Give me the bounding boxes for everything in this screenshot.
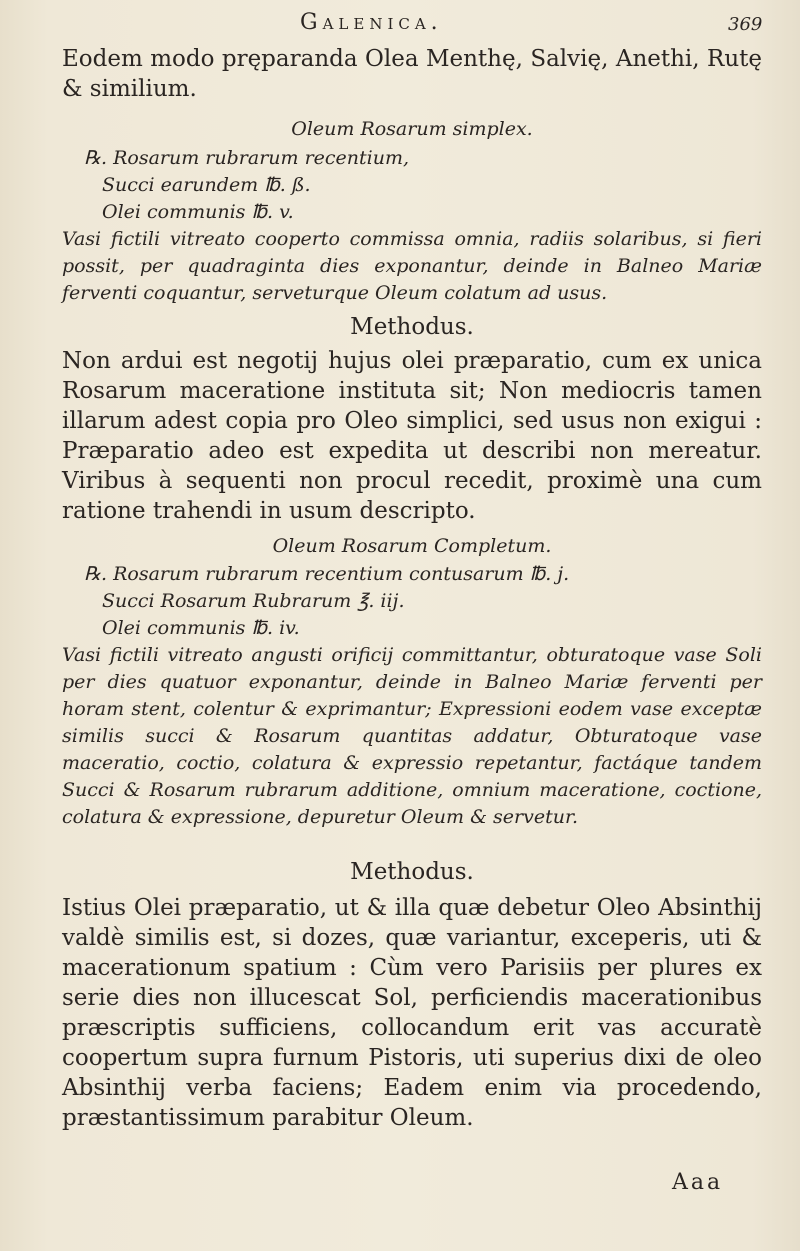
recipe1-line-2: Succi earundem ℔. ß. xyxy=(102,174,311,196)
intro-paragraph: Eodem modo pręparanda Olea Menthę, Salvię, Anethi, Rutę & similium. xyxy=(62,46,762,102)
recipe1-line-1: ℞. Rosarum rubrarum recentium, xyxy=(84,147,410,169)
recipe1-line-3: Olei communis ℔. v. xyxy=(102,201,294,223)
methodus1-heading: Methodus. xyxy=(350,314,474,340)
methodus2-heading: Methodus. xyxy=(350,859,474,885)
recipe2-instructions: Vasi fictili vitreato angusti orificij committantur, obturatoque vase Soli per dies quatuor exponantur, deinde in Balneo Mariæ ferventi per horam stent, colentur & exprimantur; Expressioni eodem vase exceptæ similis succi & Rosarum quantitas addatur, Obturatoque vase maceratio, coctio, colatura & expressio repetantur, factáque tandem Succi & Rosarum rubrarum additione, omnium maceratione, coctione, colatura & expressione, depuretur Oleum & servetur. xyxy=(62,644,762,828)
recipe1-title: Oleum Rosarum simplex. xyxy=(291,118,533,140)
page-number: 369 xyxy=(728,14,763,35)
running-title: Galenica. xyxy=(300,10,443,35)
catchword: Aaa xyxy=(672,1170,724,1195)
recipe2-title: Oleum Rosarum Completum. xyxy=(272,535,552,557)
recipe2-line-2: Succi Rosarum Rubrarum ℥. iij. xyxy=(102,590,405,612)
recipe2-line-1: ℞. Rosarum rubrarum recentium contusarum ℔. j. xyxy=(84,563,570,585)
methodus1-text: Non ardui est negotij hujus olei præparatio, cum ex unica Rosarum maceratione instituta sit; Non mediocris tamen illarum adest copia pro Oleo simplici, sed usus non exigui : Præparatio adeo est expedita ut describi non mereatur. Viribus à sequenti non procul recedit, proximè una cum ratione trahendi in usum descripto. xyxy=(62,348,762,524)
recipe1-instructions: Vasi fictili vitreato cooperto commissa omnia, radiis solaribus, si fieri possit, per quadraginta dies exponantur, deinde in Balneo Mariæ ferventi coquantur, serveturque Oleum colatum ad usus. xyxy=(62,228,762,304)
methodus2-text: Istius Olei præparatio, ut & illa quæ debetur Oleo Absinthij valdè similis est, si dozes, quæ variantur, exceperis, uti & macerationum spatium : Cùm vero Parisiis per plures ex serie dies non illucescat Sol, perficiendis macerationibus præscriptis sufficiens, collocandum erit vas accuratè coopertum supra furnum Pistoris, uti superius dixi de oleo Absinthij verba faciens; Eadem enim via procedendo, præstantissimum parabitur Oleum. xyxy=(62,895,762,1131)
recipe2-line-3: Olei communis ℔. iv. xyxy=(102,617,300,639)
